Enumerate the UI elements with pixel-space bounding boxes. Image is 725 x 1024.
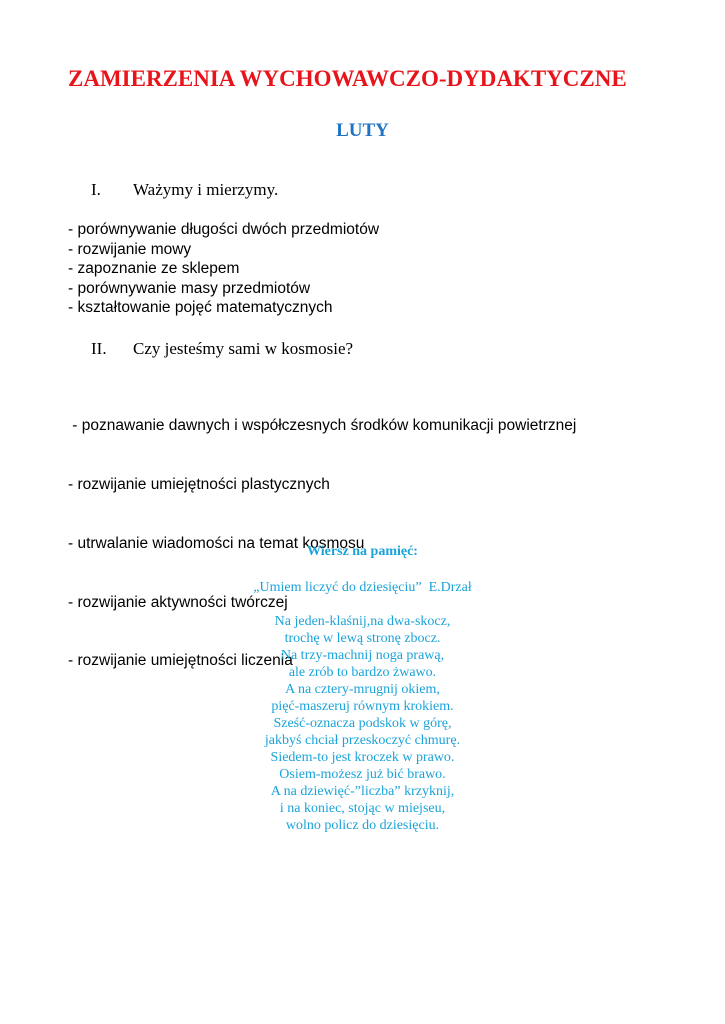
month-heading [0,120,725,142]
poem-heading: Wiersz na pamięć: [307,544,418,559]
poem-line: Siedem-to jest kroczek w prawo. [270,750,455,765]
document-title: ZAMIERZENIA WYCHOWAWCZO-DYDAKTYCZNE [68,66,627,91]
list-item: - porównywanie masy przedmiotów [68,279,311,297]
list-item: - zapoznanie ze sklepem [68,260,240,278]
poem-line: wolno policz do dziesięciu. [285,818,440,833]
list-item: - rozwijanie umiejętności plastycznych [68,475,330,493]
poem-line: pięć-maszeruj równym krokiem. [271,699,454,714]
list-item: - porównywanie długości dwóch przedmiotów [68,221,380,238]
poem-line: i na koniec, stojąc w miejseu, [279,801,446,816]
section-2-heading [91,339,353,359]
list-item: - kształtowanie pojęć matematycznych [68,299,333,317]
poem-line: A na cztery-mrugnij okiem, [285,682,440,697]
poem-line: Osiem-możesz już bić brawo. [279,767,446,782]
poem-line: Na trzy-machnij noga prawą, [280,648,445,663]
section-1-list [68,220,379,318]
list-item: - rozwijanie umiejętności liczenia [68,652,293,670]
poem-body [0,613,725,834]
poem-line: jakbyś chciał przeskoczyć chmurę. [264,733,461,748]
list-item: - rozwijanie aktywności twórczej [68,593,288,611]
list-item: - poznawanie dawnych i współczesnych środków komunikacji powietrznej [68,417,577,435]
section-2-title: Czy jesteśmy sami w kosmosie? [133,339,354,358]
poem-line: Na jeden-klaśnij,na dwa-skocz, [274,614,451,629]
list-item: - utrwalanie wiadomości na temat kosmosu [68,534,365,552]
list-item: - rozwijanie mowy [68,240,192,258]
section-1-title: Ważymy i mierzymy. [133,180,279,199]
section-1-number: I. [91,180,101,199]
poem-line: A na dziewięć-”liczba” krzyknij, [270,784,455,799]
month-label: LUTY [336,120,389,141]
section-1-heading [91,180,278,200]
poem-line: ale zrób to bardzo żwawo. [288,665,437,680]
poem-line: trochę w lewą stronę zbocz. [284,631,441,646]
poem-title: „Umiem liczyć do dziesięciu” E.Drzał [253,580,472,595]
poem-line: Sześć-oznacza podskok w górę, [273,716,452,731]
section-2-number: II. [91,339,107,358]
